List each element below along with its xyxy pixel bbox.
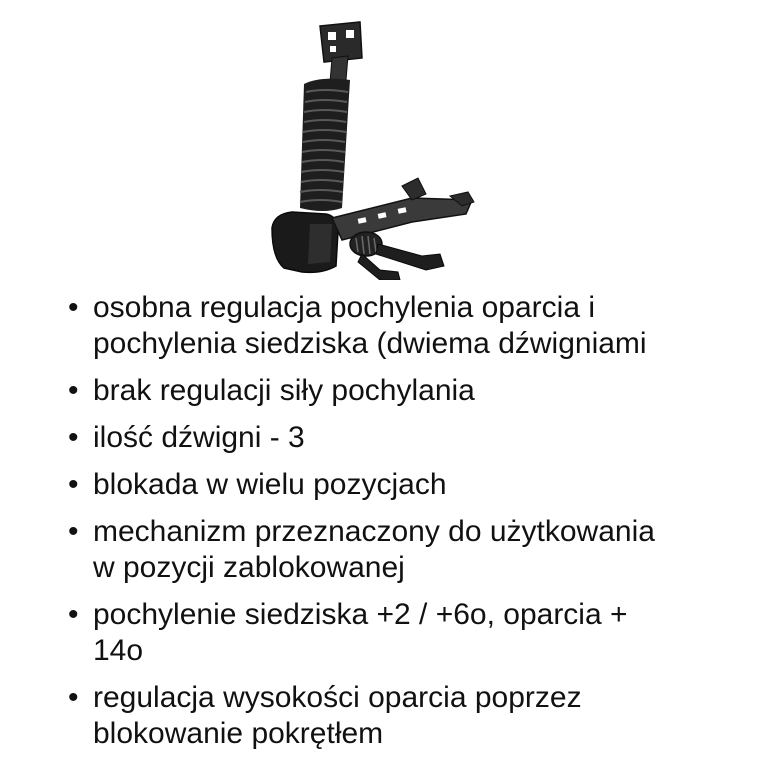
feature-text: ilość dźwigni - 3	[93, 421, 305, 454]
bullet: •	[68, 374, 79, 407]
bullet: •	[68, 468, 79, 501]
list-item	[68, 373, 768, 409]
bullet: •	[68, 598, 79, 631]
mounting-bracket	[320, 22, 362, 82]
feature-text: brak regulacji siły pochylania	[93, 374, 475, 407]
list-item	[68, 514, 768, 586]
lower-housing	[272, 212, 338, 272]
bullet: •	[68, 291, 79, 324]
seat-plate	[332, 178, 474, 240]
bullet: •	[68, 681, 79, 714]
feature-text: pochylenia siedziska (dwiema dźwigniami	[93, 327, 647, 360]
feature-text: mechanizm przeznaczony do użytkowania	[93, 515, 655, 548]
list-item	[68, 597, 768, 669]
feature-text: blokowanie pokrętłem	[93, 717, 384, 750]
backrest-column	[300, 79, 350, 211]
feature-text: blokada w wielu pozycjach	[93, 468, 447, 501]
feature-text: pochylenie siedziska +2 / +6o, oparcia +	[93, 598, 628, 631]
feature-text: osobna regulacja pochylenia oparcia i	[93, 291, 596, 324]
list-item	[68, 290, 768, 362]
feature-list	[68, 290, 768, 763]
list-item	[68, 420, 768, 456]
chair-mechanism-image	[262, 18, 482, 280]
feature-text: w pozycji zablokowanej	[93, 551, 405, 584]
list-item	[68, 467, 768, 503]
bullet: •	[68, 421, 79, 454]
feature-text: 14o	[93, 634, 144, 667]
feature-text: regulacja wysokości oparcia poprzez	[93, 681, 582, 714]
bullet: •	[68, 515, 79, 548]
list-item	[68, 680, 768, 752]
